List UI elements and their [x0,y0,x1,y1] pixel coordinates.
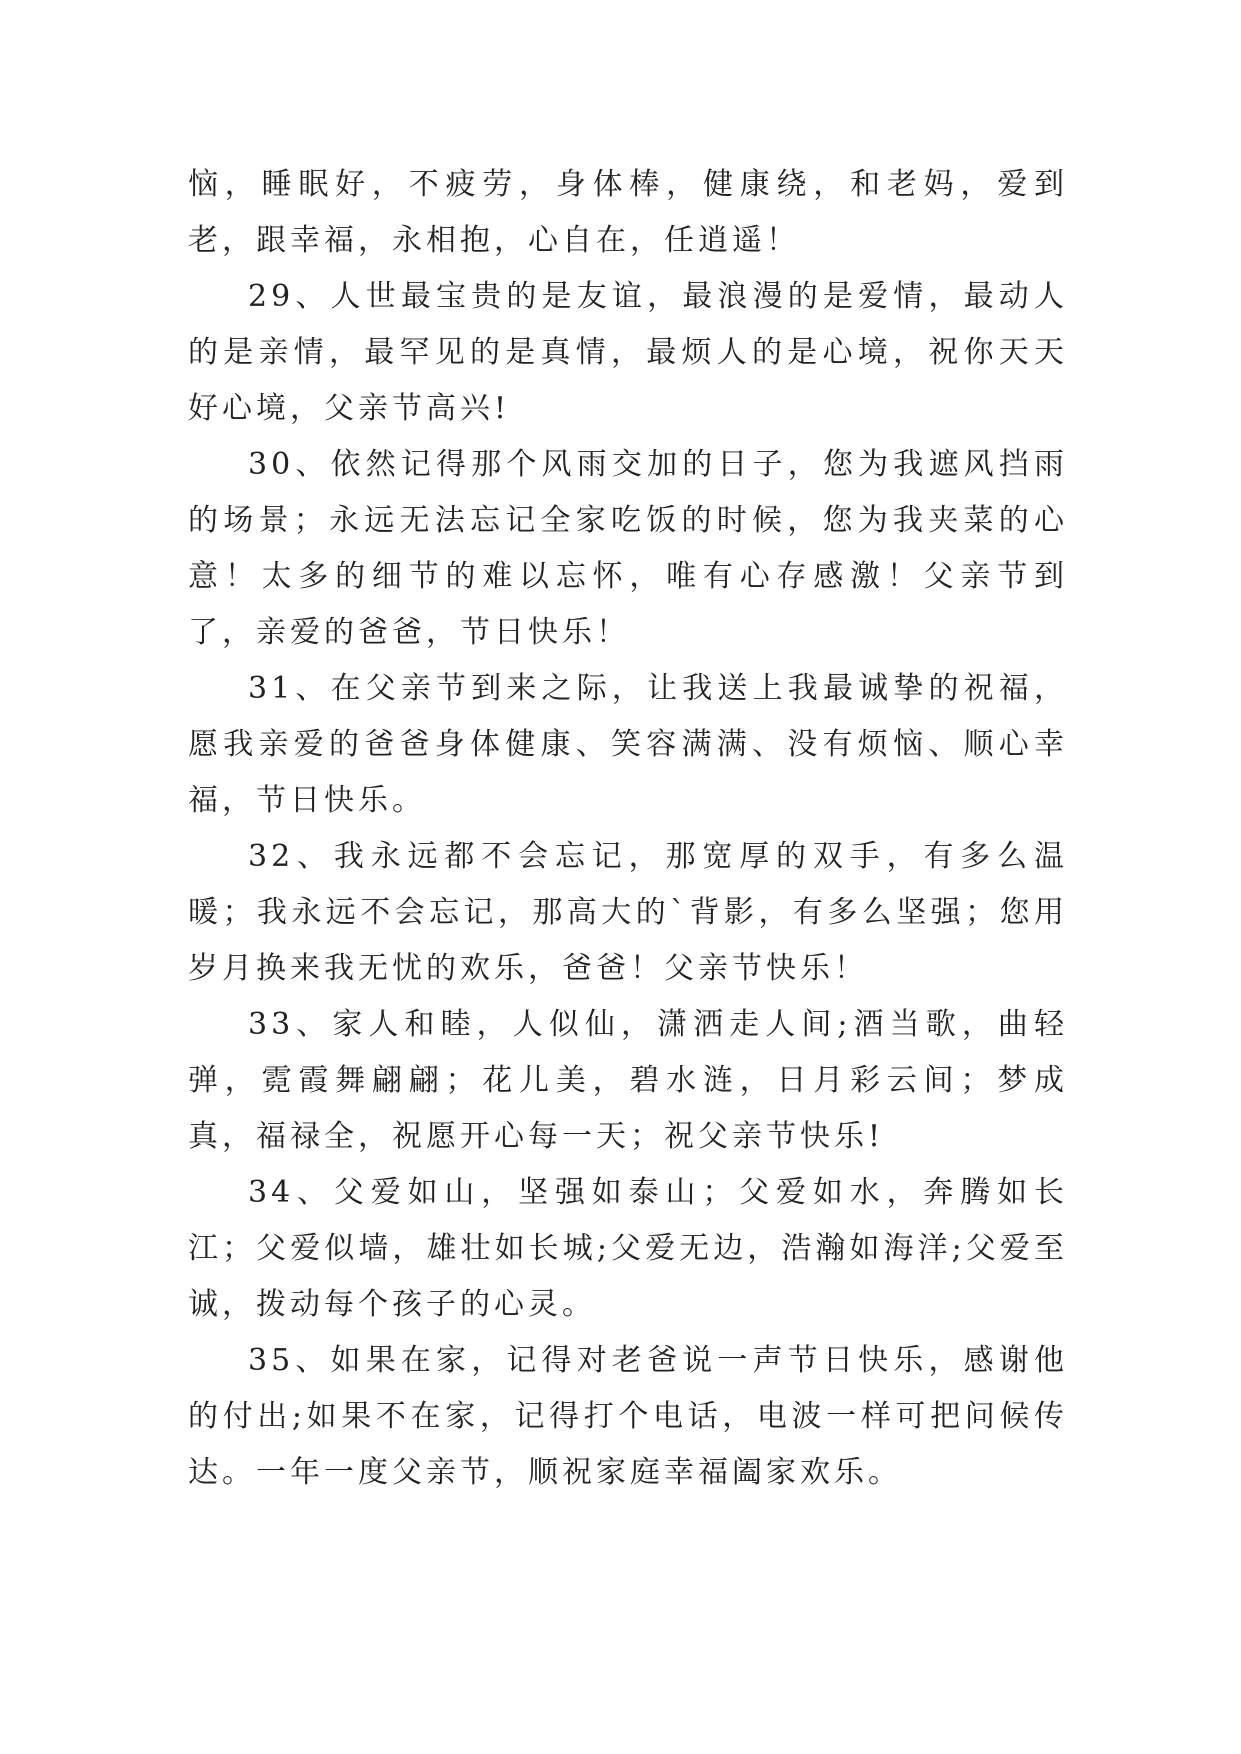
paragraph-35: 35、如果在家，记得对老爸说一声节日快乐，感谢他的付出;如果不在家，记得打个电话，电波一样可把问候传达。一年一度父亲节，顺祝家庭幸福阖家欢乐。 [188,1343,1068,1490]
paragraph-33: 33、家人和睦，人似仙，潇洒走人间;酒当歌，曲轻弹，霓霞舞翩翩；花儿美，碧水涟，日月彩云间；梦成真，福禄全，祝愿开心每一天；祝父亲节快乐! [188,1007,1068,1154]
document-body [188,157,1068,1501]
paragraph-31: 31、在父亲节到来之际，让我送上我最诚挚的祝福，愿我亲爱的爸爸身体健康、笑容满满、没有烦恼、顺心幸福，节日快乐。 [188,671,1068,818]
paragraph-29: 29、人世最宝贵的是友谊，最浪漫的是爱情，最动人的是亲情，最罕见的是真情，最烦人的是心境，祝你天天好心境，父亲节高兴! [188,279,1068,426]
paragraph-32: 32、我永远都不会忘记，那宽厚的双手，有多么温暖；我永远不会忘记，那高大的`背影，有多么坚强；您用岁月换来我无忧的欢乐，爸爸！父亲节快乐！ [188,839,1068,986]
paragraph-continuation: 恼，睡眠好，不疲劳，身体棒，健康绕，和老妈，爱到老，跟幸福，永相抱，心自在，任逍遥！ [188,167,1068,258]
paragraph-30: 30、依然记得那个风雨交加的日子，您为我遮风挡雨的场景；永远无法忘记全家吃饭的时候，您为我夹菜的心意！太多的细节的难以忘怀，唯有心存感激！父亲节到了，亲爱的爸爸，节日快乐！ [188,447,1068,650]
paragraph-34: 34、父爱如山，坚强如泰山；父爱如水，奔腾如长江；父爱似墙，雄壮如长城;父爱无边，浩瀚如海洋;父爱至诚，拨动每个孩子的心灵。 [188,1175,1068,1322]
